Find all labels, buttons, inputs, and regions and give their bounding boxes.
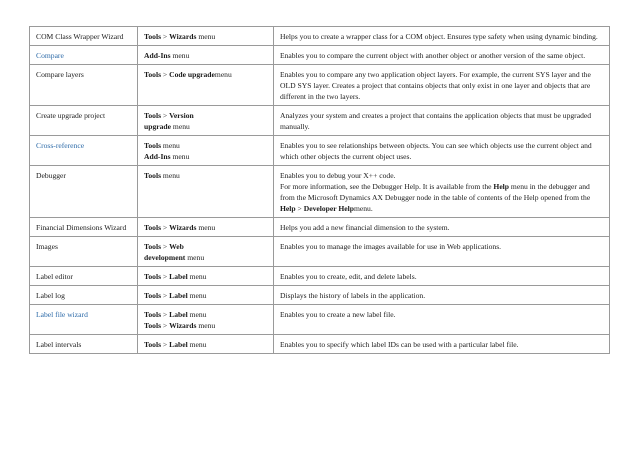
menu-path-segment: Version [169, 111, 194, 120]
menu-path-segment: menu [185, 253, 205, 262]
table-row-label-editor [30, 267, 610, 286]
menu-path-segment: Tools [144, 223, 162, 232]
menu-path-segment: Add-Ins [144, 152, 171, 161]
menu-path-cell [138, 305, 274, 335]
menu-path-segment: menu [187, 310, 207, 319]
description-cell [274, 286, 610, 305]
description-segment: For more information, see the Debugger Help. It is available from the [280, 182, 494, 191]
description-cell [274, 136, 610, 166]
menu-path-segment: > [161, 223, 170, 232]
menu-path-segment: > [161, 111, 170, 120]
menu-path-segment: Tools [144, 242, 162, 251]
table-row-com-class-wrapper-wizard [30, 27, 610, 46]
description-text: Analyzes your system and creates a project that contains the application objects that must be upgraded manually. [280, 111, 592, 131]
tool-name-link[interactable]: Cross-reference [36, 141, 85, 150]
tool-name-cell [30, 27, 138, 46]
description-cell [274, 65, 610, 106]
tool-name: Images [36, 242, 58, 251]
description-cell [274, 46, 610, 65]
description-cell [274, 27, 610, 46]
tool-name: Compare layers [36, 70, 84, 79]
tool-name-cell [30, 136, 138, 166]
description-segment: menu in the debugger and from the Microsoft Dynamics AX Debugger node in the table of contents of the Help opened from the [280, 182, 591, 202]
menu-path-cell [138, 237, 274, 267]
menu-path-segment: > [161, 291, 170, 300]
description-cell [274, 218, 610, 237]
description-text: Helps you add a new financial dimension to the system. [280, 223, 450, 232]
table-row-compare [30, 46, 610, 65]
menu-path-cell [138, 46, 274, 65]
description-cell [274, 106, 610, 136]
menu-path-segment: > [161, 321, 170, 330]
menu-path-segment: Label [169, 291, 188, 300]
tool-name: Debugger [36, 171, 66, 180]
menu-path-line [144, 222, 268, 233]
tools-table [29, 26, 610, 354]
description-text: Enables you to manage the images available for use in Web applications. [280, 242, 502, 251]
menu-path-segment: menu [161, 171, 180, 180]
table-row-label-log [30, 286, 610, 305]
tool-name-cell [30, 335, 138, 354]
tool-name-cell [30, 237, 138, 267]
menu-path-line [144, 320, 268, 331]
table-row-compare-layers [30, 65, 610, 106]
table-row-label-intervals [30, 335, 610, 354]
menu-path-segment: Code upgrade [169, 70, 215, 79]
table-row-label-file-wizard [30, 305, 610, 335]
menu-path-cell [138, 335, 274, 354]
description-text: Helps you to create a wrapper class for a COM object. Ensures type safety when using dynamic binding. [280, 32, 598, 41]
menu-path-segment: Tools [144, 111, 162, 120]
menu-path-line [144, 290, 268, 301]
tool-name-cell [30, 267, 138, 286]
menu-path-cell [138, 166, 274, 218]
menu-path-cell [138, 65, 274, 106]
description-text: Enables you to compare any two application object layers. For example, the current SYS layer and the OLD SYS layer. Creates a project that contains objects that only exist in one layer and objects that are different in the two layers. [280, 70, 591, 101]
menu-path-segment: menu [196, 223, 216, 232]
menu-path-segment: menu [196, 32, 216, 41]
tool-name-link[interactable]: Label file wizard [36, 310, 88, 319]
tool-name-cell [30, 106, 138, 136]
menu-path-line [144, 170, 268, 181]
menu-path-cell [138, 136, 274, 166]
table-row-financial-dimensions-wizard [30, 218, 610, 237]
description-cell [274, 267, 610, 286]
menu-path-line [144, 309, 268, 320]
menu-path-segment: menu [161, 141, 180, 150]
menu-path-segment: menu [196, 321, 216, 330]
menu-path-segment: Tools [144, 291, 162, 300]
menu-path-segment: Label [169, 272, 188, 281]
menu-path-segment: Tools [144, 70, 162, 79]
menu-path-segment: Tools [144, 171, 162, 180]
tool-name: Financial Dimensions Wizard [36, 223, 127, 232]
menu-path-cell [138, 218, 274, 237]
description-segment: > [295, 204, 304, 213]
menu-path-segment: Tools [144, 141, 162, 150]
menu-path-segment: menu [187, 291, 207, 300]
menu-path-segment: Add-Ins [144, 51, 171, 60]
tool-name: Create upgrade project [36, 111, 106, 120]
description-cell [274, 305, 610, 335]
description-segment: Help [493, 182, 510, 191]
menu-path-line [144, 241, 268, 252]
menu-path-segment: menu [170, 152, 190, 161]
menu-path-segment: Tools [144, 340, 162, 349]
table-row-images [30, 237, 610, 267]
table-row-create-upgrade-project [30, 106, 610, 136]
menu-path-segment: Wizards [169, 321, 197, 330]
menu-path-cell [138, 106, 274, 136]
description-segment: Developer Help [303, 204, 354, 213]
description-cell [274, 237, 610, 267]
description-text: Displays the history of labels in the application. [280, 291, 426, 300]
menu-path-segment: > [161, 272, 170, 281]
tool-name-link[interactable]: Compare [36, 51, 64, 60]
menu-path-line [144, 151, 268, 162]
description-cell [274, 335, 610, 354]
description-cell [274, 166, 610, 218]
menu-path-segment: Wizards [169, 32, 197, 41]
description-segment: Help [280, 204, 296, 213]
tool-name-cell [30, 305, 138, 335]
tool-name: COM Class Wrapper Wizard [36, 32, 124, 41]
menu-path-segment: > [161, 310, 170, 319]
description-text: Enables you to create, edit, and delete labels. [280, 272, 417, 281]
tool-name-cell [30, 166, 138, 218]
tool-name-cell [30, 65, 138, 106]
tool-name: Label log [36, 291, 65, 300]
menu-path-segment: Label [169, 310, 188, 319]
tool-name-cell [30, 286, 138, 305]
menu-path-cell [138, 267, 274, 286]
menu-path-segment: > [161, 70, 170, 79]
menu-path-segment: > [161, 242, 170, 251]
menu-path-segment: menu [187, 272, 207, 281]
menu-path-segment: Tools [144, 310, 162, 319]
menu-path-cell [138, 27, 274, 46]
menu-path-line [144, 339, 268, 350]
menu-path-segment: Wizards [169, 223, 197, 232]
menu-path-segment: > [161, 340, 170, 349]
menu-path-segment: menu [170, 51, 190, 60]
menu-path-segment: upgrade [144, 122, 172, 131]
tool-name: Label editor [36, 272, 73, 281]
tool-name-cell [30, 218, 138, 237]
menu-path-segment: Tools [144, 321, 162, 330]
menu-path-cell [138, 286, 274, 305]
menu-path-segment: Tools [144, 32, 162, 41]
description-segment: Enables you to debug your X++ code. [280, 171, 396, 180]
menu-path-segment: development [144, 253, 186, 262]
description-text: Enables you to specify which label IDs can be used with a particular label file. [280, 340, 519, 349]
menu-path-line [144, 50, 268, 61]
menu-path-segment: Tools [144, 272, 162, 281]
menu-path-line [144, 110, 268, 121]
menu-path-segment: menu [187, 340, 207, 349]
description-text: Enables you to see relationships between objects. You can see which objects use the current object and which other objects the current object uses. [280, 141, 592, 161]
description-segment: menu. [353, 204, 373, 213]
menu-path-segment: menu [214, 70, 232, 79]
table-row-cross-reference [30, 136, 610, 166]
menu-path-line [144, 121, 268, 132]
menu-path-segment: Web [169, 242, 184, 251]
tools-table-body [30, 27, 610, 354]
menu-path-segment: Label [169, 340, 188, 349]
tool-name: Label intervals [36, 340, 82, 349]
table-row-debugger [30, 166, 610, 218]
menu-path-line [144, 140, 268, 151]
description-text: Enables you to compare the current object with another object or another version of the same object. [280, 51, 586, 60]
menu-path-segment: > [161, 32, 170, 41]
menu-path-segment: menu [171, 122, 190, 131]
tool-name-cell [30, 46, 138, 65]
description-text: Enables you to create a new label file. [280, 310, 396, 319]
menu-path-line [144, 271, 268, 282]
menu-path-line [144, 69, 268, 80]
menu-path-line [144, 252, 268, 263]
menu-path-line [144, 31, 268, 42]
